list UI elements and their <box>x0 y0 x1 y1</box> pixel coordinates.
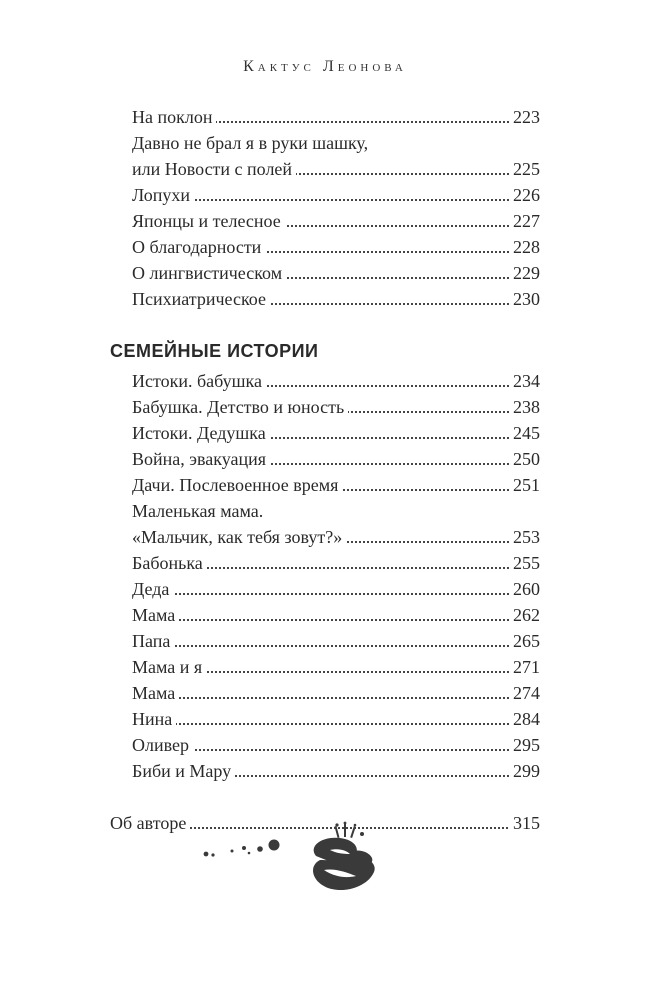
toc-entry-page: 284 <box>510 706 540 732</box>
toc-entry <box>132 472 540 498</box>
toc-entry-page: 255 <box>510 550 540 576</box>
ink-blot-butterfly-icon <box>196 820 416 900</box>
toc-entry-title: На поклон <box>132 104 216 130</box>
toc-entry-page: 262 <box>510 602 540 628</box>
toc-entry <box>132 234 540 260</box>
toc-entry <box>132 706 540 732</box>
running-head: Кактус Леонова <box>243 58 407 75</box>
toc-entry-title: «Мальчик, как тебя зовут?» <box>132 524 346 550</box>
toc-entry-title: Истоки. бабушка <box>132 368 266 394</box>
toc-entry <box>132 758 540 784</box>
toc-entry <box>132 680 540 706</box>
toc-entry-page: 260 <box>510 576 540 602</box>
toc-entry <box>132 628 540 654</box>
toc-entry-title: или Новости с полей <box>132 156 296 182</box>
toc-entry <box>132 182 540 208</box>
toc-entry-page: 250 <box>510 446 540 472</box>
toc-entry-page: 271 <box>510 654 540 680</box>
toc-entry-title: Дачи. Послевоенное время <box>132 472 342 498</box>
toc-entry-title: О лингвистическом <box>132 260 286 286</box>
toc-entry <box>132 524 540 550</box>
toc-entry-page: 251 <box>510 472 540 498</box>
toc-entry-page: 226 <box>510 182 540 208</box>
toc-entry-page: 299 <box>510 758 540 784</box>
toc-entry <box>132 394 540 420</box>
toc-entry-title: Нина <box>132 706 176 732</box>
toc-entry-title: Об авторе <box>110 810 190 836</box>
toc-entry-title: Лопухи <box>132 182 194 208</box>
toc-entry-title: Мама и я <box>132 654 206 680</box>
toc-entry-title: Бабушка. Детство и юность <box>132 394 348 420</box>
toc-entry-title: Война, эвакуация <box>132 446 270 472</box>
toc-entry <box>132 260 540 286</box>
toc-entry-page: 227 <box>510 208 540 234</box>
section-heading: СЕМЕЙНЫЕ ИСТОРИИ <box>110 341 319 361</box>
toc-entry <box>132 368 540 394</box>
toc-entry <box>132 420 540 446</box>
toc-entry-page: 245 <box>510 420 540 446</box>
toc-entry <box>132 576 540 602</box>
toc-entry <box>132 156 540 182</box>
table-of-contents <box>0 104 650 836</box>
toc-entry-page: 229 <box>510 260 540 286</box>
toc-entry-page: 238 <box>510 394 540 420</box>
toc-entry-title: Психиатрическое <box>132 286 270 312</box>
toc-entry-title: Мама <box>132 680 179 706</box>
toc-entry-page: 265 <box>510 628 540 654</box>
toc-entry-title-line1: Маленькая мама. <box>132 501 264 521</box>
toc-entry <box>132 104 540 130</box>
toc-entry-page: 230 <box>510 286 540 312</box>
toc-entry-page: 315 <box>510 810 540 836</box>
toc-entry-title: Биби и Мару <box>132 758 235 784</box>
toc-entry-title-line1: Давно не брал я в руки шашку, <box>132 133 369 153</box>
toc-entry-title: Деда <box>132 576 173 602</box>
toc-entry <box>132 208 540 234</box>
toc-entry-title: Оливер <box>132 732 193 758</box>
toc-entry <box>132 446 540 472</box>
toc-entry-title: Истоки. Дедушка <box>132 420 270 446</box>
toc-entry-page: 253 <box>510 524 540 550</box>
toc-entry <box>132 286 540 312</box>
toc-entry-title: О благодарности <box>132 234 265 260</box>
toc-entry-title: Папа <box>132 628 174 654</box>
toc-entry <box>132 732 540 758</box>
toc-entry-page: 234 <box>510 368 540 394</box>
toc-entry <box>132 550 540 576</box>
toc-entry <box>132 602 540 628</box>
toc-entry-page: 295 <box>510 732 540 758</box>
toc-entry-title: Японцы и телесное <box>132 208 285 234</box>
toc-entry-page: 223 <box>510 104 540 130</box>
toc-entry <box>132 654 540 680</box>
toc-entry-title: Мама <box>132 602 179 628</box>
toc-entry-page: 225 <box>510 156 540 182</box>
toc-entry-page: 274 <box>510 680 540 706</box>
toc-entry-title: Бабонька <box>132 550 207 576</box>
toc-entry-page: 228 <box>510 234 540 260</box>
